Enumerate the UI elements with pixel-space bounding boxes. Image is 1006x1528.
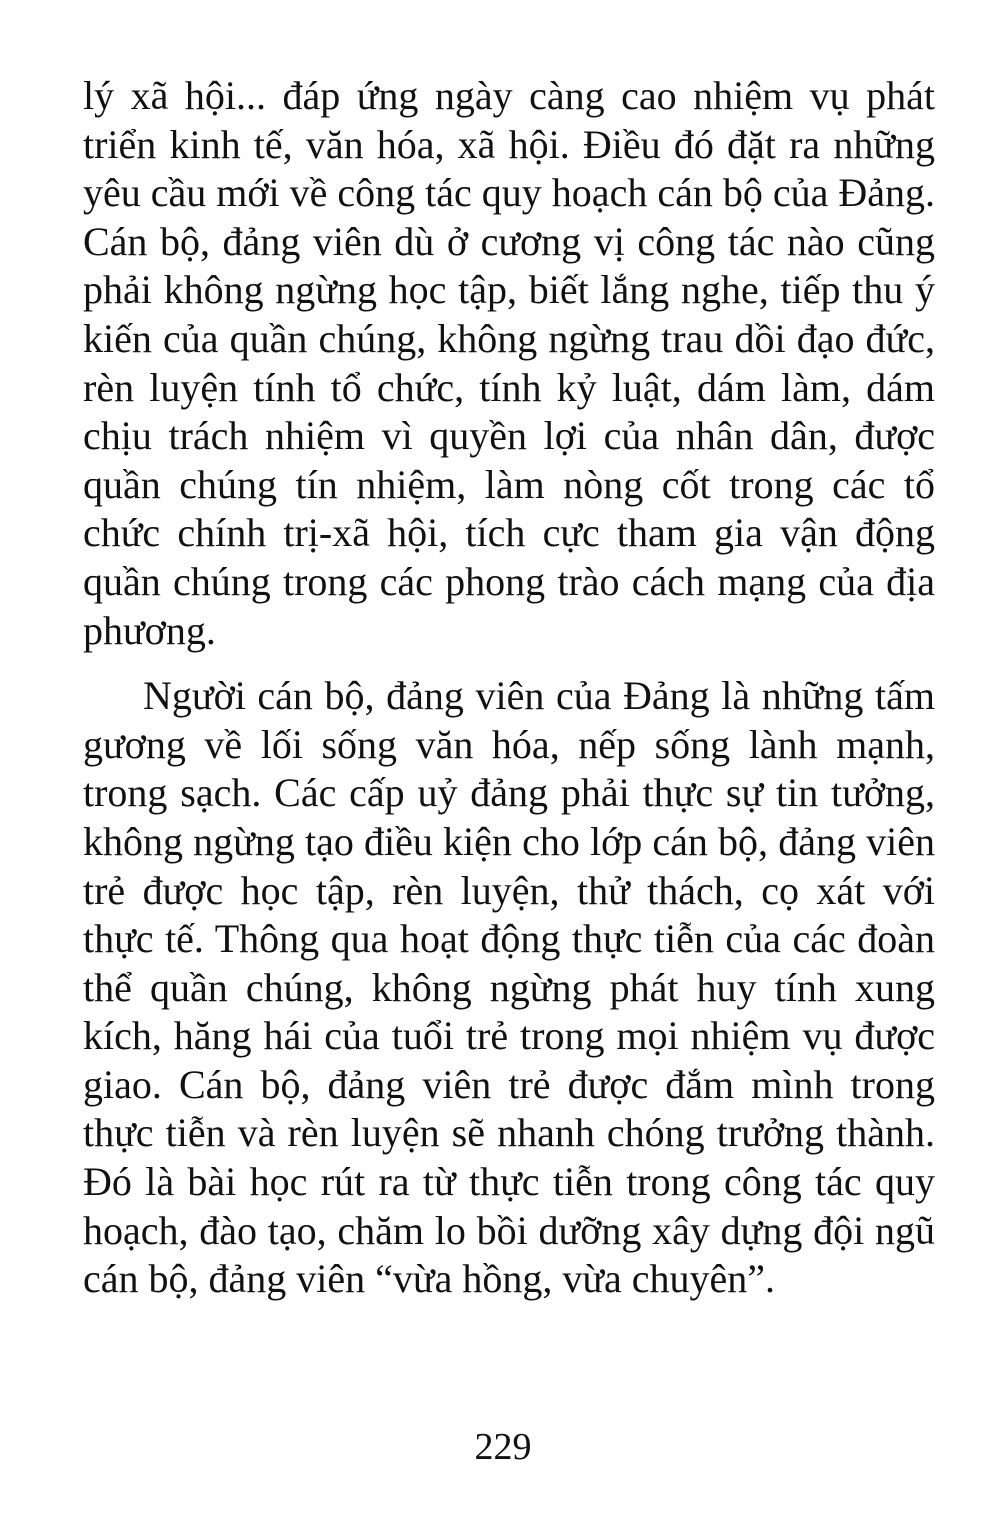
page-number: 229 xyxy=(474,1426,532,1468)
body-text xyxy=(83,72,935,1304)
paragraph-1: lý xã hội... đáp ứng ngày càng cao nhiệm vụ phát triển kinh tế, văn hóa, xã hội. Điều đó đặt ra những yêu cầu mới về công tác quy hoạch cán bộ của Đảng. Cán bộ, đảng viên dù ở cương vị công tác nào cũng phải không ngừng học tập, biết lắng nghe, tiếp thu ý kiến của quần chúng, không ngừng trau dồi đạo đức, rèn luyện tính tổ chức, tính kỷ luật, dám làm, dám chịu trách nhiệm vì quyền lợi của nhân dân, được quần chúng tín nhiệm, làm nòng cốt trong các tổ chức chính trị-xã hội, tích cực tham gia vận động quần chúng trong các phong trào cách mạng của địa phương. xyxy=(83,73,935,653)
paragraph-2: Người cán bộ, đảng viên của Đảng là những tấm gương về lối sống văn hóa, nếp sống lành mạnh, trong sạch. Các cấp uỷ đảng phải thực sự tin tưởng, không ngừng tạo điều kiện cho lớp cán bộ, đảng viên trẻ được học tập, rèn luyện, thử thách, cọ xát với thực tế. Thông qua hoạt động thực tiễn của các đoàn thể quần chúng, không ngừng phát huy tính xung kích, hăng hái của tuổi trẻ trong mọi nhiệm vụ được giao. Cán bộ, đảng viên trẻ được đắm mình trong thực tiễn và rèn luyện sẽ nhanh chóng trưởng thành. Đó là bài học rút ra từ thực tiễn trong công tác quy hoạch, đào tạo, chăm lo bồi dưỡng xây dựng đội ngũ cán bộ, đảng viên “vừa hồng, vừa chuyên”. xyxy=(83,673,935,1302)
